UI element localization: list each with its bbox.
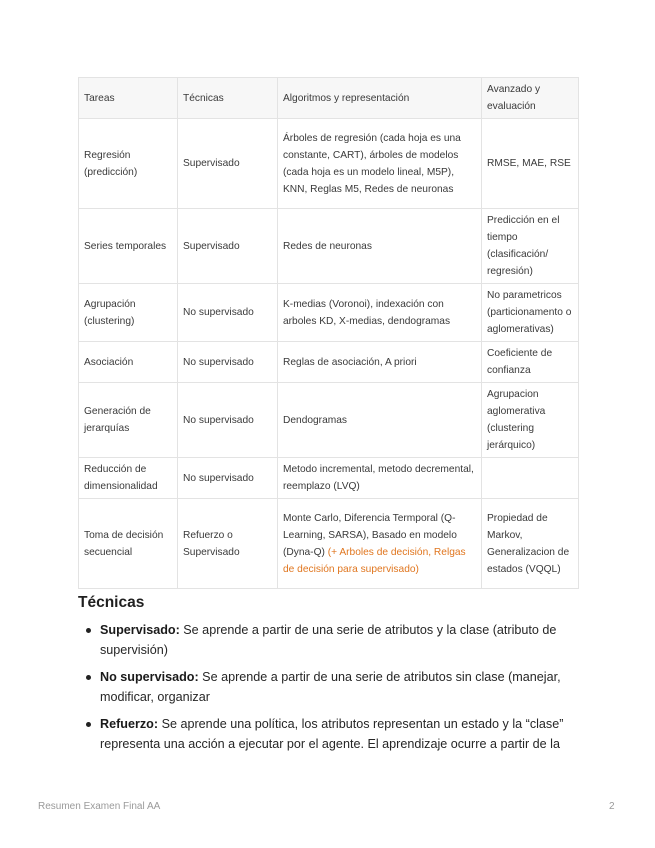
tarea-cell: Generación de jerarquías [79,383,178,458]
algoritmos-cell: K-medias (Voronoi), indexación con arboles KD, X-medias, dendogramas [278,284,482,342]
table-row [79,383,579,458]
tecnica-cell: No supervisado [178,284,278,342]
avanzado-cell: Predicción en el tiempo (clasificación/ regresión) [482,209,579,284]
list-item [78,621,578,660]
tecnica-cell: Supervisado [178,119,278,209]
tecnica-cell: Refuerzo o Supervisado [178,499,278,589]
bullet-text: Se aprende a partir de una serie de atributos sin clase (manejar, modificar, organizar [100,670,561,704]
table-row [79,499,579,589]
table-header-row [79,78,579,119]
algoritmos-text: Monte Carlo, Diferencia Termporal (Q-Learning, SARSA), Basado en modelo (Dyna-Q) [283,512,457,558]
tecnica-cell: Supervisado [178,209,278,284]
avanzado-cell [482,458,579,499]
bullet-text: Se aprende a partir de una serie de atributos y la clase (atributo de supervisión) [100,623,557,657]
tarea-cell: Reducción de dimensionalidad [79,458,178,499]
bullet-icon [86,722,91,727]
algoritmos-cell: Árboles de regresión (cada hoja es una constante, CART), árboles de modelos (cada hoja es un modelo lineal, M5P), KNN, Reglas M5, Redes de neuronas [278,119,482,209]
tarea-cell: Agrupación (clustering) [79,284,178,342]
avanzado-cell: Propiedad de Markov, Generalizacion de estados (VQQL) [482,499,579,589]
algoritmos-cell: Dendogramas [278,383,482,458]
table-row [79,284,579,342]
tarea-cell: Series temporales [79,209,178,284]
algoritmos-extra-note: (+ Arboles de decisión, Relgas de decisión para supervisado) [283,546,466,575]
summary-table [78,77,579,589]
bullet-term: Supervisado: [100,623,180,637]
table-row [79,119,579,209]
header-cell: Avanzado y evaluación [482,78,579,119]
algoritmos-cell: Reglas de asociación, A priori [278,342,482,383]
tecnica-cell: No supervisado [178,383,278,458]
avanzado-cell: Coeficiente de confianza [482,342,579,383]
header-cell: Tareas [79,78,178,119]
avanzado-cell: No parametricos (particionamento o aglomerativas) [482,284,579,342]
table-row [79,458,579,499]
bullet-icon [86,675,91,680]
bullet-term: Refuerzo: [100,717,159,731]
avanzado-cell: Agrupacion aglomerativa (clustering jerárquico) [482,383,579,458]
tarea-cell: Regresión (predicción) [79,119,178,209]
list-item [78,715,578,754]
table-row [79,342,579,383]
page-number: 2 [609,801,615,812]
table-row [79,209,579,284]
tarea-cell: Asociación [79,342,178,383]
header-cell: Algoritmos y representación [278,78,482,119]
avanzado-cell: RMSE, MAE, RSE [482,119,579,209]
bullet-list [78,621,578,762]
tecnica-cell: No supervisado [178,342,278,383]
tecnica-cell: No supervisado [178,458,278,499]
section-title: Técnicas [78,594,145,611]
algoritmos-cell [278,499,482,589]
footer-title: Resumen Examen Final AA [38,801,161,812]
bullet-icon [86,628,91,633]
algoritmos-cell: Metodo incremental, metodo decremental, reemplazo (LVQ) [278,458,482,499]
bullet-text: Se aprende una política, los atributos representan un estado y la “clase” representa una acción a ejecutar por el agente. El aprendizaje ocurre a partir de la [100,717,564,751]
header-cell: Técnicas [178,78,278,119]
list-item [78,668,578,707]
bullet-term: No supervisado: [100,670,199,684]
tarea-cell: Toma de decisión secuencial [79,499,178,589]
algoritmos-cell: Redes de neuronas [278,209,482,284]
